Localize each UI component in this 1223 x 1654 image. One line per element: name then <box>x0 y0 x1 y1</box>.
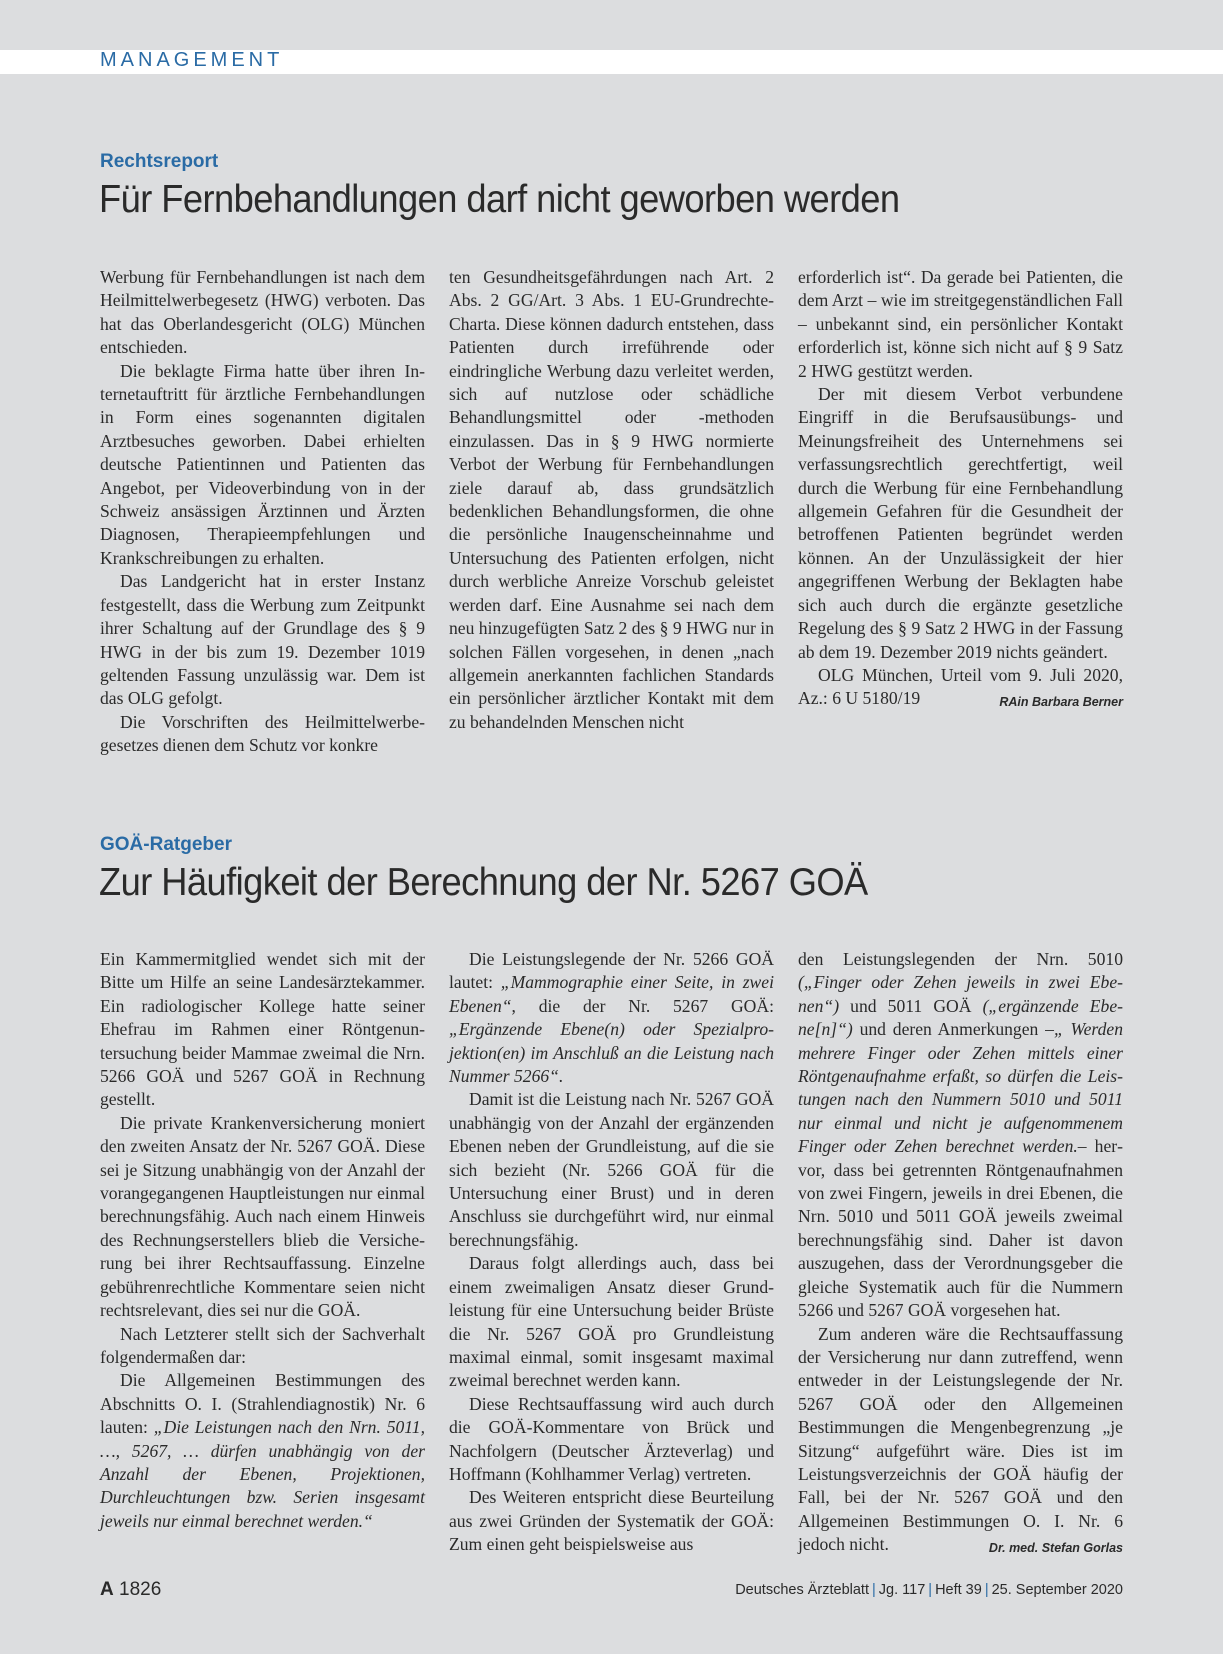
article2-column-1 <box>100 948 425 1533</box>
paragraph <box>798 1323 1123 1557</box>
separator: | <box>928 1582 933 1598</box>
paragraph: Das Landgericht hat in erster Instanz festgestellt, dass die Werbung zum Zeitpunkt ihrer Schaltung auf der Grundlage des § 9 HWG in der bis zum 19. Dezember 1019 geltenden Fassung unzulässig war. Dem ist das OLG gefolgt. <box>100 571 425 709</box>
text: und deren Anmerkungen – <box>852 1019 1054 1040</box>
page-number-value: 1826 <box>119 1579 162 1600</box>
top-margin <box>0 0 1223 50</box>
text: Die Allgemeinen Bestimmungen des Abschnitts O. I. (Strahlendiagnostik) Nr. 6 lauten: <box>100 1370 425 1438</box>
paragraph: Die beklagte Firma hatte über ihren Internetauftritt für ärztliche Fernbehandlungen in Form eines sogenannten digitalen Arztbesuches geworben. Dabei erhielten deutsche Patientinnen und Patienten das Angebot, per Videoverbindung von in der Schweiz ansässigen Ärztinnen und Ärzten Diagnosen, Therapieempfehlungen und Krankschreibungen zu erhalten. <box>100 360 425 568</box>
article2-title: Zur Häufigkeit der Berechnung der Nr. 5267 GOÄ <box>99 861 868 904</box>
journal-issue: Heft 39 <box>935 1582 982 1598</box>
paragraph: Des Weiteren entspricht diese Beurteilung aus zwei Gründen der Systematik der GOÄ: Zum einen geht beispielsweise aus <box>449 1487 774 1555</box>
article1-column-1 <box>100 266 425 758</box>
paragraph: Die private Krankenversicherung moniert den zweiten Ansatz der Nr. 5267 GOÄ. Diese sei je Sitzung unabhängig von der Anzahl der vorangegangenen Hauptleistungen nur einmal berechnungsfähig. Auch nach einem Hinweis des Rechnungserstellers blieb die Versicherung bei ihrer Rechtsauffassung. Einzelne gebührenrechtliche Kommentare seien nicht rechtsrelevant, dies sei nur die GOÄ. <box>100 1112 425 1321</box>
paragraph: Daraus folgt allerdings auch, dass bei einem zweimaligen Ansatz dieser Grundleistung für eine Untersuchung beider Brüste die Nr. 5267 GOÄ pro Grundleistung maximal einmal, somit insgesamt maximal zweimal berechnet werden kann. <box>449 1253 774 1391</box>
quote: („Finger oder Zehen jeweils in zwei Ebenen“) <box>798 972 1123 1016</box>
paragraph: Der mit diesem Verbot verbundene Eingriff in die Berufsausübungs- und Meinungsfreiheit des Unternehmens sei verfassungsrechtlich gerechtfertigt, weil durch die Werbung für eine Fernbehandlung allgemein Gefahren für die Gesundheit der betroffenen Patienten begründet werden können. An der Unzulässigkeit der hier angegriffenen Werbung der Beklagten habe sich auch durch die ergänzte gesetzliche Regelung des § 9 Satz 2 HWG in der Fassung ab dem 19. Dezember 2019 nichts geändert. <box>798 384 1123 662</box>
article1-title: Für Fernbehandlungen darf nicht geworben werden <box>99 178 900 221</box>
quote: „ Werden mehrere Finger oder Zehen mittels einer Röntgenaufnahme erfaßt, so dürfen die Leistungen nach den Nummern 5010 und 5011 nur einmal und nicht je aufgenommenem Finger oder Zehen berechnet werden.– <box>798 1019 1123 1157</box>
journal-info <box>735 1582 1123 1598</box>
text: den Leistungslegenden der Nrn. 5010 <box>798 949 1123 969</box>
paragraph: Damit ist die Leistung nach Nr. 5267 GOÄ unabhängig von der Anzahl der ergänzenden Ebenen neben der Grundleistung, auf die sie sich bezieht (Nr. 5266 GOÄ für die Untersuchung einer Brust) und in deren Anschluss sie durchgeführt wird, nur einmal berechnungsfähig. <box>449 1089 774 1250</box>
quote: „Ergänzende Ebene(n) oder Spezialprojektion(en) im Anschluß an die Leistung nach Nummer 5266“. <box>449 1019 774 1087</box>
page-letter: A <box>100 1579 114 1600</box>
quote: „Mammographie einer Seite, in zwei Ebenen“ <box>449 972 774 1016</box>
paragraph: erforderlich ist“. Da gerade bei Patienten, die dem Arzt – wie im streitgegenständlichen Fall – unbekannt sind, ein persönlicher Kontakt erforderlich ist, könne sich nicht auf § 9 Satz 2 HWG gestützt werden. <box>798 267 1123 381</box>
paragraph <box>449 948 774 1088</box>
paragraph: Diese Rechtsauffassung wird auch durch die GOÄ-Kommentare von Brück und Nachfolgern (Deutscher Ärzteverlag) und Hoffmann (Kohlhammer Verlag) vertreten. <box>449 1393 774 1484</box>
paragraph: Die Vorschriften des Heilmittelwerbegesetzes dienen dem Schutz vor konkre <box>100 711 425 756</box>
separator: | <box>872 1582 876 1598</box>
text: Zum anderen wäre die Rechtsauffassung der Versicherung nur dann zutreffend, wenn entweder in der Leistungslegende der Nr. 5267 GOÄ oder den Allgemeinen Bestimmungen die Mengenbegrenzung „je Sitzung“ aufgeführt wäre. Dies ist im Leistungsverzeichnis der GOÄ häufig der Fall, bei der Nr. 5267 GOÄ und den Allgemeinen Bestimmungen O. I. Nr. 6 jedoch nicht. <box>798 1323 1123 1555</box>
article2-column-2 <box>449 948 774 1557</box>
text: , die der Nr. 5267 GOÄ: <box>511 995 774 1016</box>
journal-name: Deutsches Ärzteblatt <box>735 1582 869 1598</box>
citation: OLG München, Urteil vom 9. Juli 2020, Az.: 6 U 5180/19 <box>798 664 1123 709</box>
journal-volume: Jg. 117 <box>878 1582 926 1598</box>
page-number <box>100 1579 161 1601</box>
paragraph: Werbung für Fernbehandlungen ist nach dem Heilmittelwerbegesetz (HWG) verboten. Das hat das Oberlandesgericht (OLG) München entschieden. <box>100 267 425 358</box>
paragraph: ten Gesundheitsgefährdungen nach Art. 2 Abs. 2 GG/Art. 3 Abs. 1 EU-Grundrechte-Charta. Diese können dadurch entstehen, dass Patienten durch irreführende oder eindringliche Werbung dazu verleitet werden, sich auf nutzlose oder schädliche Behandlungsmittel oder -methoden einzulassen. Das in § 9 HWG normierte Verbot der Werbung für Fernbehandlungen ziele darauf ab, dass grundsätzlich bedenklichen Behandlungsformen, die ohne die persönliche Inaugenscheinnahme und Untersuchung des Patienten erfolgen, nicht durch werbliche Anreize Vorschub geleistet werden darf. Eine Ausnahme sei nach dem neu hinzugefügten Satz 2 des § 9 HWG nur in solchen Fällen vorgesehen, in denen „nach allgemein anerkannten fachlichen Standards ein persönlicher ärztlicher Kontakt mit dem zu behandelnden Menschen nicht <box>449 267 774 732</box>
section-label: MANAGEMENT <box>100 49 284 71</box>
article1-column-3 <box>798 266 1123 715</box>
text: hervor, dass bei getrennten Röntgenaufnahmen von zwei Fingern, jeweils in drei Ebenen, die Nrn. 5010 und 5011 GOÄ jeweils zweimal berechnungsfähig sind. Daher ist davon auszugehen, dass der Verordnungsgeber die gleiche Systematik auch für die Nummern 5266 und 5267 GOÄ vorgesehen hat. <box>798 1136 1123 1321</box>
article1-kicker: Rechtsreport <box>100 151 219 172</box>
author-byline: RAin Barbara Berner <box>999 695 1123 710</box>
article2-column-3 <box>798 948 1123 1561</box>
paragraph <box>798 664 1123 711</box>
journal-date: 25. September 2020 <box>991 1582 1123 1598</box>
text: und 5011 GOÄ <box>839 995 983 1016</box>
article1-column-2 <box>449 266 774 734</box>
paragraph: Ein Kammermitglied wendet sich mit der Bitte um Hilfe an seine Landesärztekammer. Ein radiologischer Kollege hatte seiner Ehefrau im Rahmen einer Röntgenuntersuchung beider Mammae zweimal die Nrn. 5266 GOÄ und 5267 GOÄ in Rechnung gestellt. <box>100 949 425 1110</box>
article2-kicker: GOÄ-Ratgeber <box>100 834 232 855</box>
paragraph <box>100 1369 425 1533</box>
author-byline: Dr. med. Stefan Gorlas <box>988 1541 1123 1556</box>
paragraph: Nach Letzterer stellt sich der Sachverhalt folgendermaßen dar: <box>100 1323 425 1367</box>
quote: „Die Leistungen nach den Nrn. 5011, …, 5267, … dürfen unabhängig von der Anzahl der Ebenen, Projektionen, Durchleuchtungen bzw. Serien insgesamt jeweils nur einmal berechnet werden.“ <box>100 1417 425 1531</box>
separator: | <box>984 1582 989 1598</box>
quote: („ergänzende Ebene[n]“) <box>798 995 1123 1040</box>
text: Die Leistungslegende der Nr. 5266 GOÄ lautet: <box>449 949 774 993</box>
paragraph <box>798 948 1123 1323</box>
